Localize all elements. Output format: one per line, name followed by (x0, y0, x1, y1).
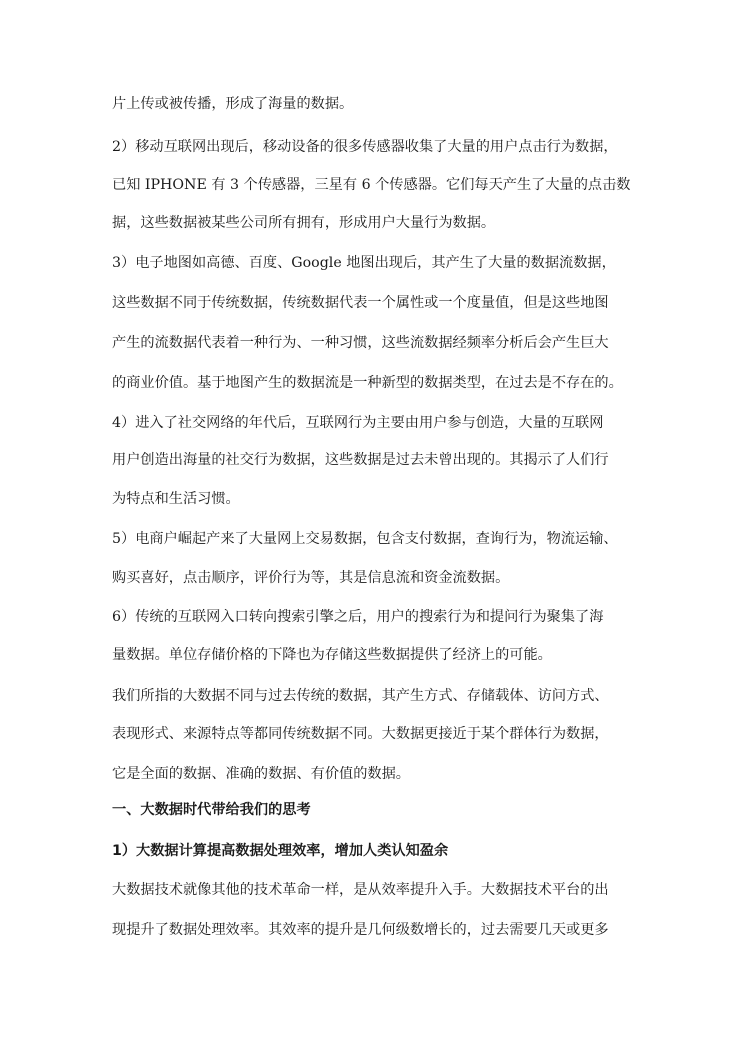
section-heading: 一、大数据时代带给我们的思考 (112, 802, 311, 818)
text-line: 据，这些数据被某些公司所有拥有，形成用户大量行为数据。 (112, 215, 496, 231)
text-line: 6）传统的互联网入口转向搜索引擎之后，用户的搜索行为和提问行为聚集了海 (112, 609, 604, 625)
text-line: 量数据。单位存储价格的下降也为存储这些数据提供了经济上的可能。 (112, 647, 552, 663)
text-line: 产生的流数据代表着一种行为、一种习惯，这些流数据经频率分析后会产生巨大 (112, 335, 609, 351)
text-line: 片上传或被传播，形成了海量的数据。 (112, 96, 354, 112)
text-line: 表现形式、来源特点等都同传统数据不同。大数据更接近于某个群体行为数据， (112, 726, 609, 742)
text-line: 已知 IPHONE 有 3 个传感器，三星有 6 个传感器。它们每天产生了大量的点击数 (112, 177, 631, 193)
text-line: 现提升了数据处理效率。其效率的提升是几何级数增长的，过去需要几天或更多 (112, 922, 609, 938)
text-line: 用户创造出海量的社交行为数据，这些数据是过去未曾出现的。其揭示了人们行 (112, 452, 609, 468)
text-line: 为特点和生活习惯。 (112, 491, 240, 507)
text-line: 它是全面的数据、准确的数据、有价值的数据。 (112, 766, 410, 782)
text-line: 大数据技术就像其他的技术革命一样，是从效率提升入手。大数据技术平台的出 (112, 882, 609, 898)
text-line: 的商业价值。基于地图产生的数据流是一种新型的数据类型，在过去是不存在的。 (112, 375, 623, 391)
text-line: 我们所指的大数据不同与过去传统的数据，其产生方式、存储载体、访问方式、 (112, 688, 609, 704)
text-line: 5）电商户崛起产来了大量网上交易数据，包含支付数据，查询行为，物流运输、 (112, 531, 618, 547)
text-line: 这些数据不同于传统数据，传统数据代表一个属性或一个度量值，但是这些地图 (112, 295, 609, 311)
text-line: 购买喜好，点击顺序，评价行为等，其是信息流和资金流数据。 (112, 570, 510, 586)
text-line: 2）移动互联网出现后，移动设备的很多传感器收集了大量的用户点击行为数据， (112, 139, 618, 155)
subsection-heading: 1）大数据计算提高数据处理效率，增加人类认知盈余 (112, 843, 449, 859)
text-line: 3）电子地图如高德、百度、Google 地图出现后，其产生了大量的数据流数据， (112, 255, 616, 271)
text-line: 4）进入了社交网络的年代后，互联网行为主要由用户参与创造，大量的互联网 (112, 415, 604, 431)
